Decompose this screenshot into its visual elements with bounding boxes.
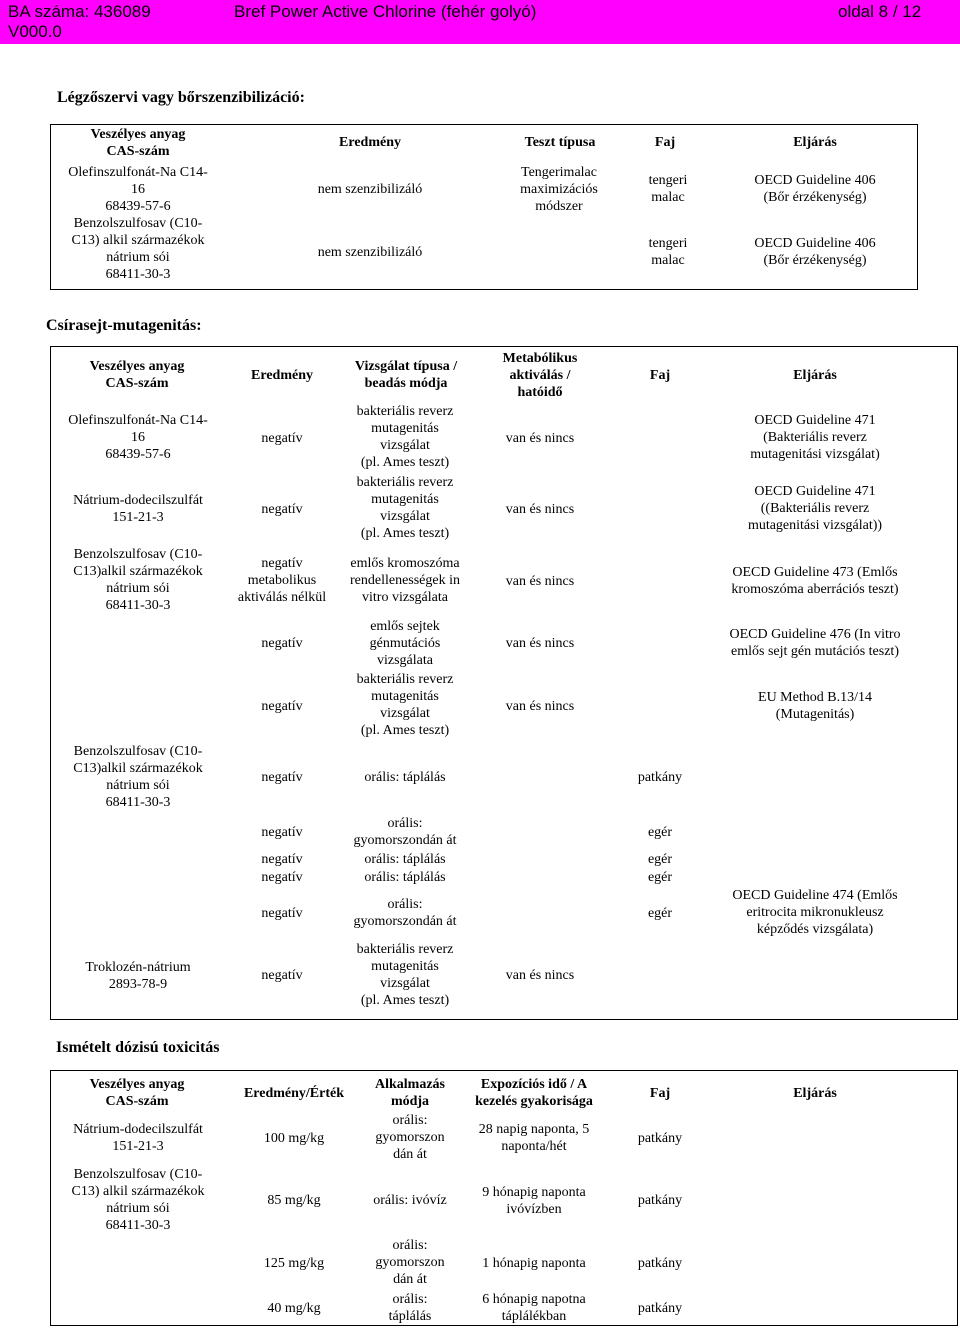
page-number: oldal 8 / 12 xyxy=(838,2,922,21)
mut-result-8: negatív xyxy=(261,852,303,867)
rep-value-1: 100 mg/kg xyxy=(263,1131,325,1146)
mut-method-1: OECD Guideline 471 (Bakteriális reverz mutagenitási vizsgálat) xyxy=(750,413,880,462)
mut-activation-6: van és nincs xyxy=(505,968,575,983)
mut-species-2: egér xyxy=(647,825,673,840)
mut-substance-3: Benzolszulfosav (C10- C13)alkil származékok nátrium sói 68411-30-3 xyxy=(73,547,203,613)
mut-test-type-2: bakteriális reverz mutagenitás vizsgálat (pl. Ames teszt) xyxy=(356,475,454,541)
mut-result-3: negatív metabolikus aktiválás nélkül xyxy=(237,556,327,605)
rep-header-exposure: Expozíciós idő / A kezelés gyakorisága xyxy=(475,1077,593,1109)
mut-activation-5: van és nincs xyxy=(505,699,575,714)
rep-header-species: Faj xyxy=(649,1086,671,1101)
rep-exposure-1: 28 napig naponta, 5 naponta/hét xyxy=(478,1122,590,1154)
mut-species-1: patkány xyxy=(637,770,683,785)
mut-result-11: negatív xyxy=(261,968,303,983)
mut-activation-3: van és nincs xyxy=(505,574,575,589)
rep-header-route: Alkalmazás módja xyxy=(375,1077,445,1109)
mut-test-type-11: bakteriális reverz mutagenitás vizsgálat (pl. Ames teszt) xyxy=(356,942,454,1008)
rep-exposure-3: 1 hónapig naponta xyxy=(482,1256,586,1271)
mut-result-7: negatív xyxy=(261,825,303,840)
mut-test-type-8: orális: táplálás xyxy=(364,852,446,867)
sens-method-2: OECD Guideline 406 (Bőr érzékenység) xyxy=(754,236,876,268)
mut-species-4: egér xyxy=(647,870,673,885)
mut-method-6: OECD Guideline 474 (Emlős eritrocita mikronukleusz képződés vizsgálata) xyxy=(732,888,898,937)
version: V000.0 xyxy=(8,22,62,41)
mut-result-4: negatív xyxy=(261,636,303,651)
mut-substance-2: Nátrium-dodecilszulfát 151-21-3 xyxy=(73,493,203,525)
mut-result-10: negatív xyxy=(261,906,303,921)
mut-test-type-6: orális: táplálás xyxy=(364,770,446,785)
sensitization-title: Légzőszervi vagy bőrszenzibilizáció: xyxy=(57,89,305,106)
rep-header-method: Eljárás xyxy=(793,1086,837,1101)
sens-species-2: tengeri malac xyxy=(648,236,688,268)
sens-method-1: OECD Guideline 406 (Bőr érzékenység) xyxy=(754,173,876,205)
rep-species-3: patkány xyxy=(637,1256,683,1271)
rep-species-4: patkány xyxy=(637,1301,683,1316)
rep-route-1: orális: gyomorszon dán át xyxy=(375,1113,445,1162)
mut-result-9: negatív xyxy=(261,870,303,885)
ba-number: BA száma: 436089 xyxy=(8,2,151,21)
mut-test-type-5: bakteriális reverz mutagenitás vizsgálat (pl. Ames teszt) xyxy=(356,672,454,738)
rep-species-1: patkány xyxy=(637,1131,683,1146)
rep-value-4: 40 mg/kg xyxy=(267,1301,321,1316)
sens-substance-1: Olefinszulfonát-Na C14- 16 68439-57-6 xyxy=(68,165,208,214)
mut-method-4: OECD Guideline 476 (In vitro emlős sejt gén mutációs teszt) xyxy=(729,627,901,659)
mut-species-3: egér xyxy=(647,852,673,867)
mut-header-result: Eredmény xyxy=(251,368,313,383)
rep-route-3: orális: gyomorszon dán át xyxy=(375,1238,445,1287)
sens-result-1: nem szenzibilizáló xyxy=(317,182,423,197)
mut-test-type-1: bakteriális reverz mutagenitás vizsgálat (pl. Ames teszt) xyxy=(356,404,454,470)
rep-exposure-4: 6 hónapig napotna táplálékban xyxy=(482,1292,586,1324)
sens-result-2: nem szenzibilizáló xyxy=(317,245,423,260)
mut-test-type-7: orális: gyomorszondán át xyxy=(353,816,457,848)
mut-method-2: OECD Guideline 471 ((Bakteriális reverz mutagenitási vizsgálat)) xyxy=(747,484,883,533)
sens-header-test-type: Teszt típusa xyxy=(524,135,596,150)
mut-species-5: egér xyxy=(647,906,673,921)
mut-header-substance: Veszélyes anyag CAS-szám xyxy=(89,359,185,391)
rep-route-4: orális: táplálás xyxy=(388,1292,432,1324)
mut-substance-4: Benzolszulfosav (C10- C13)alkil származékok nátrium sói 68411-30-3 xyxy=(73,744,203,810)
mut-result-2: negatív xyxy=(261,502,303,517)
mut-activation-2: van és nincs xyxy=(505,502,575,517)
mut-header-activation: Metabólikus aktiválás / hatóidő xyxy=(502,351,578,400)
rep-substance-2: Benzolszulfosav (C10- C13) alkil származékok nátrium sói 68411-30-3 xyxy=(71,1167,205,1233)
rep-substance-1: Nátrium-dodecilszulfát 151-21-3 xyxy=(73,1122,203,1154)
mut-method-5: EU Method B.13/14 (Mutagenitás) xyxy=(758,690,872,722)
rep-value-2: 85 mg/kg xyxy=(267,1193,321,1208)
mut-test-type-4: emlős sejtek génmutációs vizsgálata xyxy=(369,619,441,668)
mut-method-3: OECD Guideline 473 (Emlős kromoszóma aberrációs teszt) xyxy=(731,565,899,597)
sens-header-species: Faj xyxy=(654,135,676,150)
mut-activation-4: van és nincs xyxy=(505,636,575,651)
mut-header-test-type: Vizsgálat típusa / beadás módja xyxy=(354,359,458,391)
sens-header-substance: Veszélyes anyag CAS-szám xyxy=(90,127,186,159)
rep-header-result: Eredmény/Érték xyxy=(243,1086,345,1101)
sens-header-result: Eredmény xyxy=(339,135,401,150)
mut-result-6: negatív xyxy=(261,770,303,785)
sens-species-1: tengeri malac xyxy=(648,173,688,205)
repeated-dose-title: Ismételt dózisú toxicitás xyxy=(56,1039,220,1056)
sens-header-method: Eljárás xyxy=(793,135,837,150)
mut-result-1: negatív xyxy=(261,431,303,446)
rep-route-2: orális: ivóvíz xyxy=(373,1193,447,1208)
rep-species-2: patkány xyxy=(637,1193,683,1208)
mut-test-type-3: emlős kromoszóma rendellenességek in vitro vizsgálata xyxy=(349,556,460,605)
mut-substance-1: Olefinszulfonát-Na C14- 16 68439-57-6 xyxy=(68,413,208,462)
mut-activation-1: van és nincs xyxy=(505,431,575,446)
rep-header-substance: Veszélyes anyag CAS-szám xyxy=(89,1077,185,1109)
mut-test-type-9: orális: táplálás xyxy=(364,870,446,885)
mut-header-species: Faj xyxy=(649,368,671,383)
mut-header-method: Eljárás xyxy=(793,368,837,383)
sens-test-type-1: Tengerimalac maximizációs módszer xyxy=(520,165,598,214)
mut-result-5: negatív xyxy=(261,699,303,714)
mut-test-type-10: orális: gyomorszondán át xyxy=(353,897,457,929)
rep-exposure-2: 9 hónapig naponta ivóvízben xyxy=(482,1185,586,1217)
rep-value-3: 125 mg/kg xyxy=(263,1256,325,1271)
sens-substance-2: Benzolszulfosav (C10- C13) alkil származékok nátrium sói 68411-30-3 xyxy=(71,216,205,282)
mut-substance-5: Troklozén-nátrium 2893-78-9 xyxy=(85,960,191,992)
product-name: Bref Power Active Chlorine (fehér golyó) xyxy=(234,2,537,21)
mutagenicity-title: Csírasejt-mutagenitás: xyxy=(46,317,202,334)
